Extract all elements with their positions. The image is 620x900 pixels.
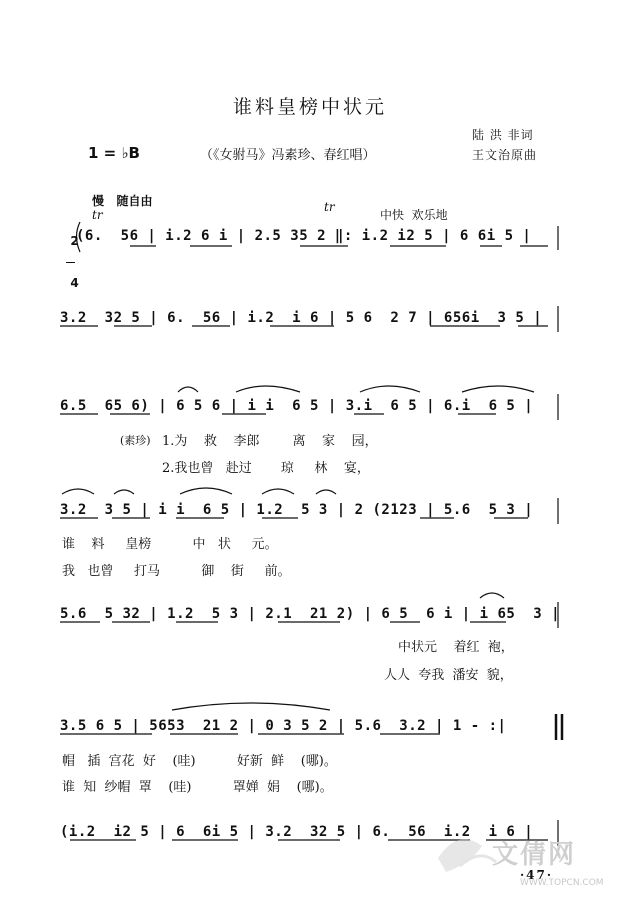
lyric-line-3a: 1.为 救 李郎 离 家 园， (162, 434, 378, 449)
slur-mark (462, 386, 534, 392)
time-signature-bottom: 4 (70, 276, 79, 290)
slur-mark (178, 387, 198, 392)
notation-line-4: 3.2 3 5 | i i 6 5 | 1.2 5 3 | 2 (2123 | 5.6 5 3 | (60, 502, 534, 518)
lyric-line-4b: 我 也曾 打马 御 街 前。 (62, 564, 291, 579)
notation-line-1: (6. 56 | i.2 6 i | 2.5 35 2 ‖: i.2 i2 5 | 6 6i 5 | (76, 228, 532, 244)
slur-mark (360, 386, 420, 392)
watermark-url: WWW.TOPCN.COM (520, 878, 604, 888)
slur-mark (480, 593, 504, 598)
lyric-line-6a: 帽 插 宫花 好 (哇) 好新 鲜 (哪)。 (62, 754, 337, 769)
song-title: 谁料皇榜中状元 (232, 96, 387, 118)
lyric-line-3b: 2.我也曾 赴过 琼 林 宴， (162, 461, 370, 476)
singer-label: (素珍) (120, 434, 151, 447)
lyricist-credit: 陆 洪 非词 (472, 128, 534, 142)
lyric-line-4a: 谁 料 皇榜 中 状 元。 (62, 537, 278, 552)
tempo-intro: 慢 随自由 (92, 194, 153, 208)
notation-line-5: 5.6 5 32 | 1.2 5 3 | 2.1 21 2) | 6 5 6 i | i 65 3 | (60, 606, 561, 622)
slur-mark (114, 490, 134, 494)
final-repeat-barline (556, 714, 562, 740)
slur-mark (236, 386, 300, 392)
notation-line-2: 3.2 32 5 | 6. 56 | i.2 i 6 | 5 6 2 7 | 656i 3 5 | (60, 310, 543, 326)
slur-mark (62, 489, 94, 494)
tempo-main: 中快 欢乐地 (380, 208, 448, 222)
slur-mark (172, 703, 330, 710)
slur-mark (180, 488, 232, 494)
notation-line-6: 3.5 6 5 | 5653 21 2 | 0 3 5 2 | 5.6 3.2 | 1 - :| (60, 718, 507, 734)
lyric-line-5b: 人人 夸我 潘安 貌， (384, 668, 513, 683)
lyric-line-5a: 中状元 着红 袍， (398, 640, 514, 655)
watermark-text: 文倩网 (492, 840, 577, 870)
time-signature-top: 2 (70, 234, 79, 248)
notation-line-3: 6.5 65 6) | 6 5 6 | i i 6 5 | 3.i 6 5 | 6.i 6 5 | (60, 398, 534, 414)
page-number: ·47· (520, 868, 554, 882)
phrase-bracket (77, 222, 81, 252)
trill-mark-1: tr (92, 208, 103, 222)
slur-mark (316, 490, 336, 494)
notation-line-7: (i.2 i2 5 | 6 6i 5 | 3.2 32 5 | 6. 56 i.2 i 6 | (60, 824, 534, 840)
key-signature: 1 = ♭B (88, 144, 140, 162)
song-subtitle: （《女驸马》冯素珍、春红唱） (200, 148, 376, 163)
lyric-line-6b: 谁 知 纱帽 罩 (哇) 罩婵 娟 (哪)。 (62, 780, 333, 795)
slur-mark (262, 489, 294, 494)
composer-credit: 王文治原曲 (472, 148, 538, 162)
trill-mark-2: tr (324, 200, 335, 214)
